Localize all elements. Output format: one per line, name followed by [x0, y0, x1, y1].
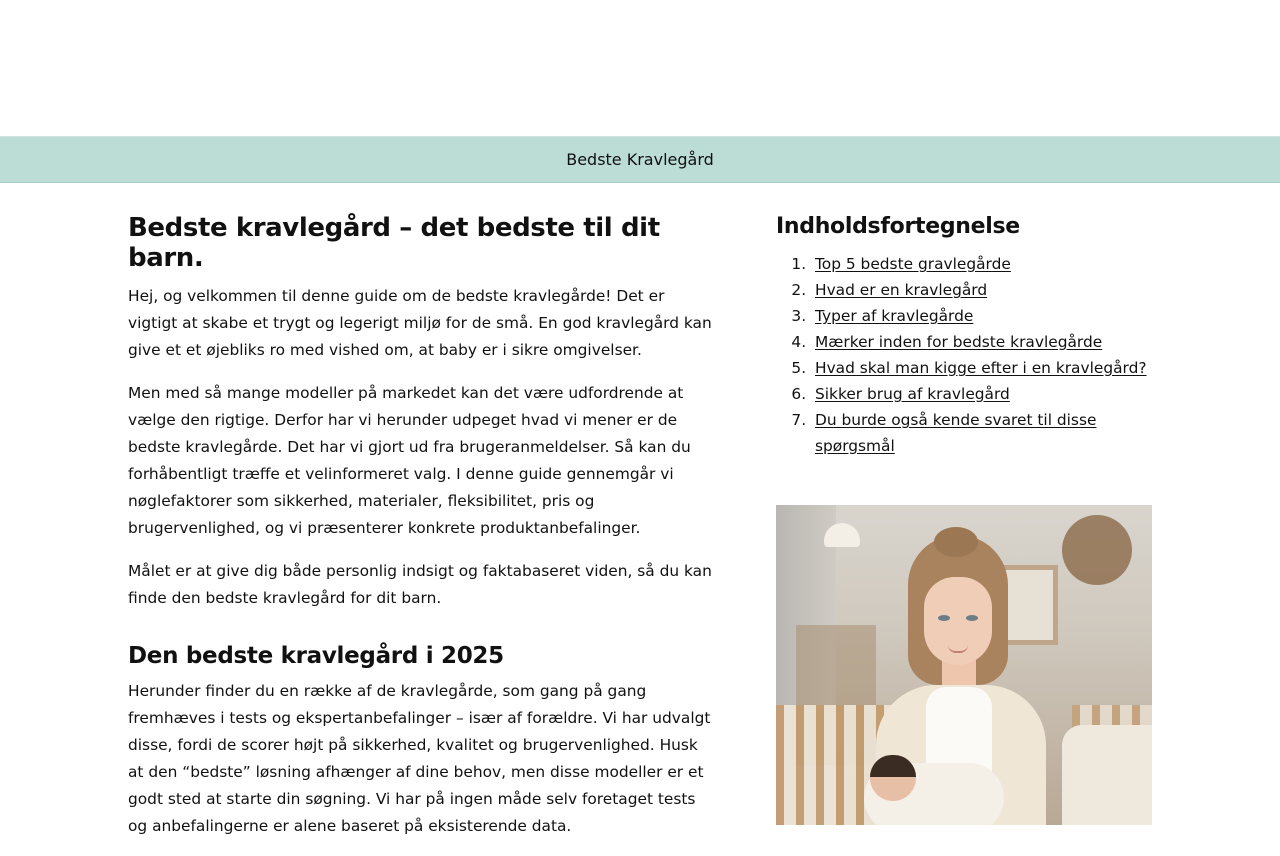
- toc-title: Indholdsfortegnelse: [776, 214, 1020, 239]
- toc-item: [811, 303, 1152, 329]
- toc-link-types[interactable]: Typer af kravlegårde: [815, 307, 974, 325]
- intro-paragraph-3: Målet er at give dig både personlig indsigt og faktabaseret viden, så du kan finde den bedste kravlegård for dit barn.: [128, 562, 712, 607]
- nav-link-bedste-kravlegard[interactable]: Bedste Kravlegård: [566, 150, 714, 169]
- toc-link-safe-use[interactable]: Sikker brug af kravlegård: [815, 385, 1010, 403]
- intro-paragraph-2: Men med så mange modeller på markedet kan det være udfordrende at vælge den rigtige. Derfor har vi herunder udpeget hvad vi mener er de bedste kravlegårde. Det har vi gjort ud fra brugeranmeldelser. Så kan du forhåbentligt træffe et velinformeret valg. I denne guide gennemgår vi nøglefaktorer som sikkerhed, materialer, fleksibilitet, pris og brugervenlighed, og vi præsenterer konkrete produktanbefalinger.: [128, 384, 691, 537]
- mother-with-baby-photo: [776, 505, 1152, 825]
- toc-link-brands[interactable]: Mærker inden for bedste kravlegårde: [815, 333, 1103, 351]
- intro-paragraph-1: Hej, og velkommen til denne guide om de bedste kravlegårde! Det er vigtigt at skabe et trygt og legerigt miljø for de små. En god kravlegård kan give et et øjebliks ro med vished om, at baby er i sikre omgivelser.: [128, 287, 712, 359]
- toc-item: [811, 329, 1152, 355]
- photo-lamp: [824, 523, 860, 547]
- photo-eye-left: [938, 615, 950, 621]
- header-space: [0, 0, 1280, 136]
- section-paragraph: Herunder finder du en række af de kravlegårde, som gang på gang fremhæves i tests og ekspertanbefalinger – især af forældre. Vi har udvalgt disse, fordi de scorer højt på sikkerhed, kvalitet og brugervenlighed. Husk at den “bedste” løsning afhænger af dine behov, men disse modeller er et godt sted at starte din søgning. Vi har på ingen måde selv foretaget tests og anbefalingerne er alene baseret på eksisterende data.: [128, 682, 711, 835]
- toc-link-faq[interactable]: Du burde også kende svaret til disse spørgsmål: [815, 411, 1097, 455]
- toc-link-what-is[interactable]: Hvad er en kravlegård: [815, 281, 988, 299]
- sidebar: [776, 213, 1152, 825]
- main-nav: [0, 136, 1280, 183]
- photo-wall-basket: [1062, 515, 1132, 585]
- toc-item: [811, 381, 1152, 407]
- toc-item: [811, 355, 1152, 381]
- photo-hair-bun: [934, 527, 978, 557]
- toc-link-top5[interactable]: Top 5 bedste gravlegårde: [815, 255, 1011, 273]
- article-title: Bedste kravlegård – det bedste til dit barn.: [128, 213, 660, 273]
- toc-link-what-to-look-for[interactable]: Hvad skal man kigge efter i en kravlegård?: [815, 359, 1147, 377]
- toc-item: [811, 277, 1152, 303]
- section-title-best-2025: Den bedste kravlegård i 2025: [128, 643, 504, 669]
- toc-item: [811, 407, 1152, 459]
- table-of-contents: [776, 251, 1152, 459]
- photo-pillow: [1062, 725, 1152, 825]
- photo-eye-right: [966, 615, 978, 621]
- toc-item: [811, 251, 1152, 277]
- article: [128, 213, 718, 856]
